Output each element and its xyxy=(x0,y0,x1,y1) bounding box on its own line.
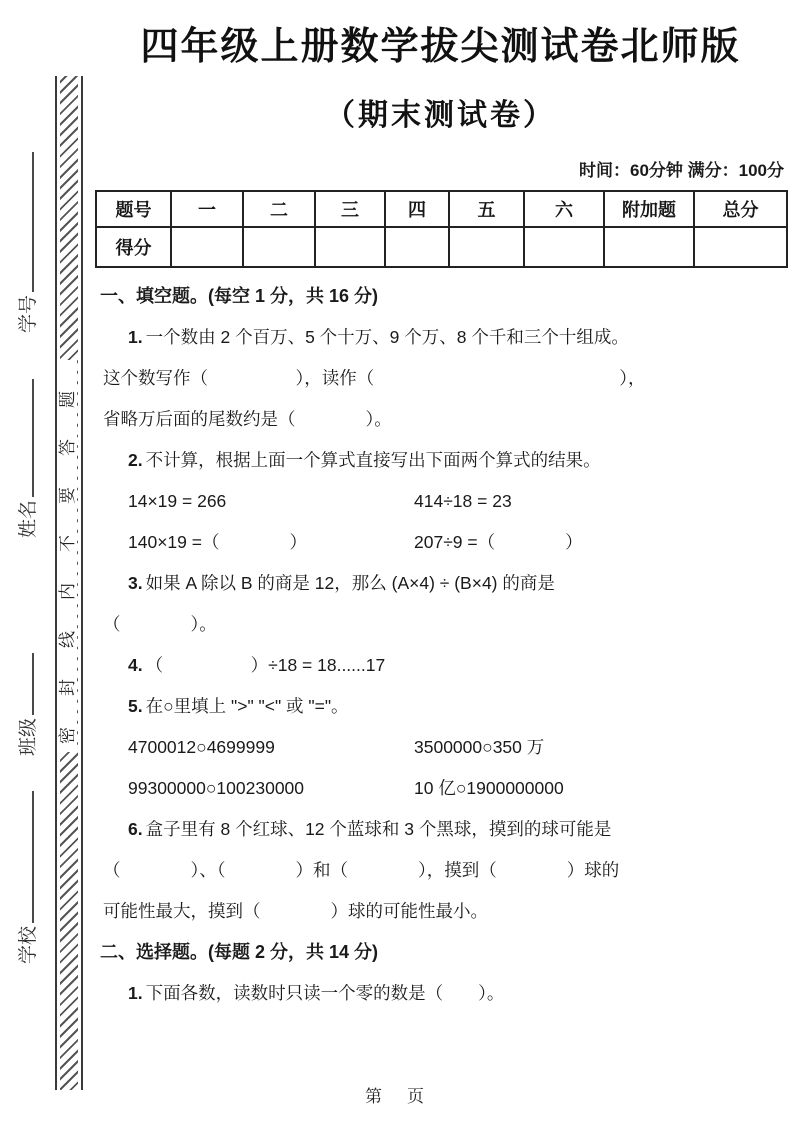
question-6-continuation: 可能性最大，摸到（ ）球的可能性最小。 xyxy=(103,901,488,921)
section-heading-multiple-choice: 二、选择题。(每题 2 分，共 14 分) xyxy=(100,942,379,962)
question-2 xyxy=(95,440,786,481)
page-footer: 第 页 xyxy=(365,1087,428,1106)
header-cell-4: 四 xyxy=(385,191,449,227)
comparison-row xyxy=(95,768,786,809)
header-cell-total: 总分 xyxy=(694,191,787,227)
header-cell-bonus: 附加题 xyxy=(604,191,694,227)
score-cell xyxy=(604,227,694,267)
score-cell xyxy=(385,227,449,267)
question-number: 4. xyxy=(128,655,143,675)
equation-left: 14×19 = 266 xyxy=(128,491,227,511)
question-text: 如果 A 除以 B 的商是 12，那么 (A×4) ÷ (B×4) 的商是 xyxy=(145,573,555,593)
sidebar-field-class xyxy=(16,653,42,756)
header-cell-3: 三 xyxy=(315,191,385,227)
exam-content xyxy=(95,0,786,1014)
question-text: （ ）÷18 = 18......17 xyxy=(145,655,386,675)
section-heading-fill-blanks: 一、填空题。(每空 1 分，共 16 分) xyxy=(100,286,379,306)
school-fill-line xyxy=(16,791,34,923)
comparison-left: 99300000○100230000 xyxy=(128,778,305,798)
question-number: 5. xyxy=(128,696,143,716)
score-cell xyxy=(524,227,604,267)
comparison-right: 3500000○350 万 xyxy=(414,737,545,757)
school-label: 学校 xyxy=(18,925,39,964)
equation-row xyxy=(95,522,786,563)
score-cell xyxy=(449,227,524,267)
score-cell xyxy=(171,227,243,267)
question-6 xyxy=(95,809,786,850)
equation-left: 140×19 =（ ） xyxy=(128,532,307,552)
question-text: 不计算，根据上面一个算式直接写出下面两个算式的结果。 xyxy=(145,450,601,470)
question-number: 1. xyxy=(128,983,143,1003)
question-4 xyxy=(95,645,786,686)
header-cell-6: 六 xyxy=(524,191,604,227)
score-cell xyxy=(694,227,787,267)
question-number: 2. xyxy=(128,450,143,470)
score-table-header-row xyxy=(96,191,787,227)
header-cell-2: 二 xyxy=(243,191,315,227)
question-3-continuation: （ ）。 xyxy=(103,614,217,634)
question-number: 3. xyxy=(128,573,143,593)
sidebar-field-school xyxy=(16,791,42,964)
question-3 xyxy=(95,563,786,604)
question-1 xyxy=(95,317,786,358)
question-6-continuation: （ ）、（ ）和（ ），摸到（ ）球的 xyxy=(103,860,620,880)
comparison-right: 10 亿○1900000000 xyxy=(414,778,564,798)
question-text: 在○里填上 ">" "<" 或 "="。 xyxy=(145,696,349,716)
question-number: 1. xyxy=(128,327,143,347)
score-cell xyxy=(243,227,315,267)
sidebar-field-student-id xyxy=(16,152,42,333)
comparison-row xyxy=(95,727,786,768)
question-number: 6. xyxy=(128,819,143,839)
section2-question-1 xyxy=(95,973,786,1014)
question-text: 一个数由 2 个百万、5 个十万、9 个万、8 个千和三个十组成。 xyxy=(145,327,629,347)
score-cell xyxy=(315,227,385,267)
class-fill-line xyxy=(16,653,34,715)
exam-time-score-info: 时间：60分钟 满分：100分 xyxy=(579,161,784,180)
question-5 xyxy=(95,686,786,727)
student-id-label: 学号 xyxy=(18,294,39,333)
question-1-continuation: 这个数写作（ ），读作（ ）， xyxy=(103,368,646,388)
question-text: 盒子里有 8 个红球、12 个蓝球和 3 个黑球，摸到的球可能是 xyxy=(145,819,612,839)
name-fill-line xyxy=(16,379,34,497)
name-label: 姓名 xyxy=(18,499,39,538)
equation-row xyxy=(95,481,786,522)
equation-right: 207÷9 =（ ） xyxy=(414,532,583,552)
question-body xyxy=(95,276,786,1014)
score-row-label: 得分 xyxy=(96,227,171,267)
header-cell-question-number: 题号 xyxy=(96,191,171,227)
comparison-left: 4700012○4699999 xyxy=(128,737,275,757)
score-table xyxy=(95,190,788,268)
student-id-fill-line xyxy=(16,152,34,292)
question-text: 下面各数，读数时只读一个零的数是（ ）。 xyxy=(145,983,505,1003)
score-table-score-row xyxy=(96,227,787,267)
header-cell-5: 五 xyxy=(449,191,524,227)
sidebar-field-name xyxy=(16,379,42,538)
page-subtitle: （期末测试卷） xyxy=(325,99,556,132)
seal-line-text-block xyxy=(57,360,77,752)
header-cell-1: 一 xyxy=(171,191,243,227)
seal-line-text: 密封线内不要答题 xyxy=(58,360,77,744)
page-title: 四年级上册数学拔尖测试卷北师版 xyxy=(140,26,741,68)
question-1-continuation: 省略万后面的尾数约是（ ）。 xyxy=(103,409,392,429)
equation-right: 414÷18 = 23 xyxy=(414,491,512,511)
class-label: 班级 xyxy=(18,717,39,756)
